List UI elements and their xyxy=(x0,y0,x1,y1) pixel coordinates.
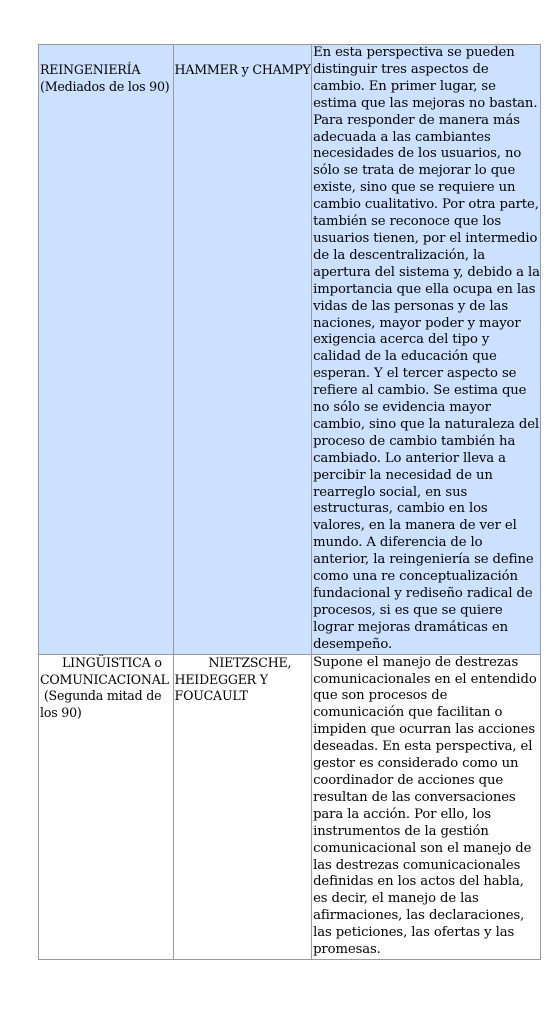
era-cell xyxy=(39,45,174,655)
era-period: (Segunda mitad de los 90) xyxy=(40,688,162,721)
authors-text-continued: HEIDEGGER Y FOUCAULT xyxy=(174,671,268,704)
era-period: (Mediados de los 90) xyxy=(40,78,170,94)
authors-text: NIETZSCHE, xyxy=(208,654,292,670)
management-approaches-table xyxy=(38,44,541,960)
description-cell: Supone el manejo de destrezas comunicacionales en el entendido que son procesos de comunicación que facilitan o impiden que ocurran las acciones deseadas. En esta perspectiva, el gestor es considerado como un coordinador de acciones que resultan de las conversaciones para la acción. Por ello, los instrumentos de la gestión comunicacional son el manejo de las destrezas comunicacionales definidas en los actos del habla, es decir, el manejo de las afirmaciones, las declaraciones, las peticiones, las ofertas y las promesas. xyxy=(312,654,541,959)
era-name: LINGÜISTICA o xyxy=(62,654,162,670)
authors-text: HAMMER y CHAMPY xyxy=(174,62,311,77)
table-row xyxy=(39,654,541,959)
authors-cell xyxy=(173,45,312,655)
table-row xyxy=(39,45,541,655)
era-name: REINGENIERÍA xyxy=(40,62,141,77)
era-name-continued: COMUNICACIONAL xyxy=(40,671,169,687)
authors-cell xyxy=(173,654,312,959)
description-cell: En esta perspectiva se pueden distinguir tres aspectos de cambio. En primer lugar, se estima que las mejoras no bastan. Para responder de manera más adecuada a las cambiantes necesidades de los usuarios, no sólo se trata de mejorar lo que existe, sino que se requiere un cambio cualitativo. Por otra parte, también se reconoce que los usuarios tienen, por el intermedio de la descentralización, la apertura del sistema y, debido a la importancia que ella ocupa en las vidas de las personas y de las naciones, mayor poder y mayor exigencia acerca del tipo y calidad de la educación que esperan. Y el tercer aspecto se refiere al cambio. Se estima que no sólo se evidencia mayor cambio, sino que la naturaleza del proceso de cambio también ha cambiado. Lo anterior lleva a percibir la necesidad de un rearreglo social, en sus estructuras, cambio en los valores, en la manera de ver el mundo. A diferencia de lo anterior, la reingeniería se define como una re conceptualización fundacional y rediseño radical de procesos, si es que se quiere lograr mejoras dramáticas en desempeño. xyxy=(312,45,541,655)
era-cell xyxy=(39,654,174,959)
